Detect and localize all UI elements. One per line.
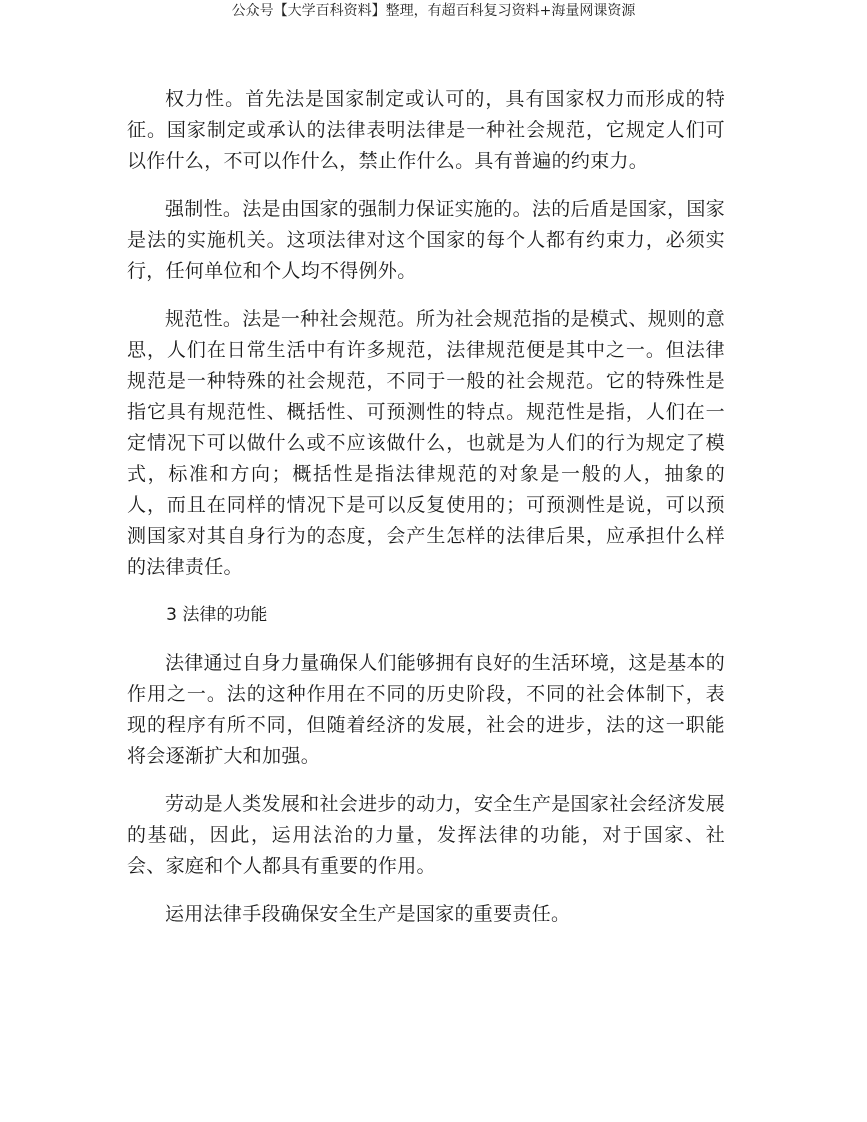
page-header: 公众号【大学百科资料】整理，有超百科复习资料+海量网课资源 (231, 3, 636, 19)
paragraph-function-responsibility: 运用法律手段确保安全生产是国家的重要责任。 (165, 903, 571, 925)
paragraph-function-basic: 法律通过自身力量确保人们能够拥有良好的生活环境，这是基本的作用之一。法的这种作用在不同的历史阶段，不同的社会体制下，表现的程序有所不同，但随着经济的发展，社会的进步，法的这一职能将会逐渐扩大和加强。 (127, 652, 725, 767)
paragraph-normativity: 规范性。法是一种社会规范。所为社会规范指的是模式、规则的意思，人们在日常生活中有许多规范，法律规范便是其中之一。但法律规范是一种特殊的社会规范，不同于一般的社会规范。它的特殊性是指它具有规范性、概括性、可预测性的特点。规范性是指，人们在一定情况下可以做什么或不应该做什么，也就是为人们的行为规定了模式，标准和方向；概括性是指法律规范的对象是一般的人，抽象的人，而且在同样的情况下是可以反复使用的；可预测性是说，可以预测国家对其自身行为的态度，会产生怎样的法律后果，应承担什么样的法律责任。 (127, 308, 725, 578)
paragraph-function-labor: 劳动是人类发展和社会进步的动力，安全生产是国家社会经济发展的基础，因此，运用法治的力量，发挥法律的功能，对于国家、社会、家庭和个人都具有重要的作用。 (127, 793, 725, 877)
section-heading: 3 法律的功能 (166, 605, 268, 625)
paragraph-coercion: 强制性。法是由国家的强制力保证实施的。法的后盾是国家，国家是法的实施机关。这项法律对这个国家的每个人都有约束力，必须实行，任何单位和个人均不得例外。 (127, 198, 725, 282)
paragraph-authority: 权力性。首先法是国家制定或认可的，具有国家权力而形成的特征。国家制定或承认的法律表明法律是一种社会规范，它规定人们可以作什么，不可以作什么，禁止作什么。具有普遍的约束力。 (127, 88, 725, 172)
document-body (127, 84, 725, 947)
